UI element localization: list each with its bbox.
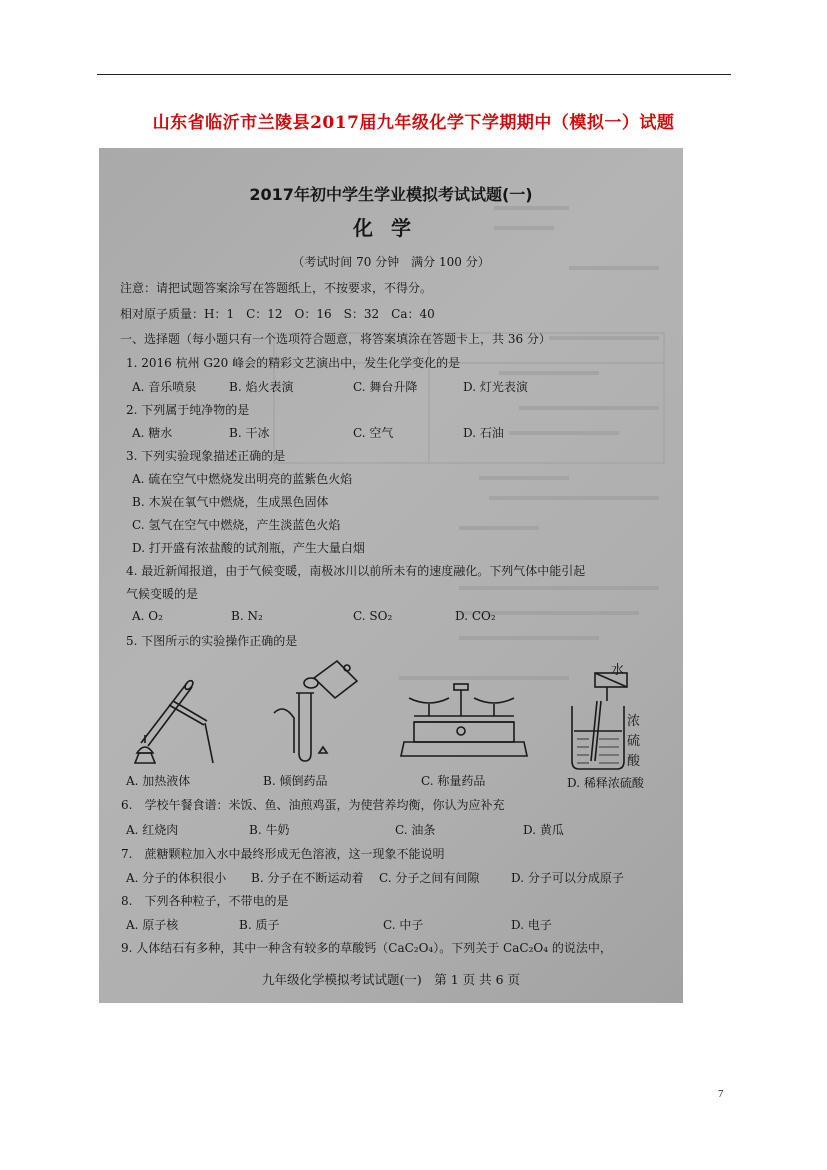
figure-label-conc: 浓 [627, 714, 641, 729]
question-stem: 3. 下列实验现象描述正确的是 [126, 449, 286, 463]
question-stem: 8. 下列各种粒子，不带电的是 [121, 894, 289, 908]
question-stem: 6. 学校午餐食谱：米饭、鱼、油煎鸡蛋，为使营养均衡，你认为应补充 [121, 798, 505, 812]
question-stem: 7. 蔗糖颗粒加入水中最终形成无色溶液，这一现象不能说明 [121, 847, 445, 861]
option: C. 分子之间有间隙 [379, 871, 480, 885]
figure-label-sulfur: 硫 [627, 734, 641, 749]
document-title: 山东省临沂市兰陵县2017届九年级化学下学期期中（模拟一）试题 [152, 113, 675, 133]
notice: 注意：请把试题答案涂写在答题纸上，不按要求，不得分。 [120, 281, 433, 295]
balance-scale-diagram [399, 676, 534, 766]
option: D. 石油 [463, 426, 504, 440]
option: A. O₂ [132, 609, 163, 623]
option: D. CO₂ [455, 609, 496, 623]
atomic-masses: 相对原子质量：H：1 C：12 O：16 S：32 Ca：40 [120, 307, 435, 321]
option: C. 氢气在空气中燃烧，产生淡蓝色火焰 [132, 518, 341, 532]
option: D. 灯光表演 [463, 380, 528, 394]
option: C. 称量药品 [421, 774, 486, 788]
option: D. 电子 [511, 918, 552, 932]
question-stem: 2. 下列属于纯净物的是 [126, 403, 250, 417]
subject-title: 化学 [353, 216, 429, 240]
diluting-acid-diagram [567, 661, 677, 776]
question-stem-continued: 气候变暖的是 [126, 587, 199, 601]
section-one-heading: 一、选择题（每小题只有一个选项符合题意，将答案填涂在答题卡上，共 36 分） [120, 332, 551, 346]
option: A. 原子核 [126, 918, 179, 932]
option: C. SO₂ [353, 609, 393, 623]
option: C. 中子 [383, 918, 424, 932]
figure-label-water: 水 [611, 663, 625, 678]
option: B. N₂ [231, 609, 263, 623]
option: A. 分子的体积很小 [126, 871, 227, 885]
question-stem: 1. 2016 杭州 G20 峰会的精彩文艺演出中，发生化学变化的是 [126, 356, 461, 370]
option: D. 打开盛有浓盐酸的试剂瓶，产生大量白烟 [132, 541, 365, 555]
option: B. 牛奶 [249, 823, 290, 837]
option: A. 加热液体 [126, 774, 191, 788]
option: D. 分子可以分成原子 [511, 871, 624, 885]
pouring-reagent-diagram [259, 653, 369, 768]
option: C. 油条 [395, 823, 436, 837]
header-rule [97, 74, 731, 75]
option: B. 焰火表演 [229, 380, 294, 394]
option: C. 空气 [353, 426, 394, 440]
page-number: 7 [718, 1088, 724, 1100]
option: C. 舞台升降 [353, 380, 418, 394]
heating-liquid-diagram [129, 673, 224, 768]
option: A. 音乐喷泉 [132, 380, 197, 394]
option: D. 稀释浓硫酸 [567, 776, 644, 790]
option: D. 黄瓜 [523, 823, 564, 837]
exam-time-note: （考试时间 70 分钟 满分 100 分） [292, 255, 490, 269]
exam-page-footer: 九年级化学模拟考试试题(一) 第 1 页 共 6 页 [261, 972, 521, 987]
question-stem: 5. 下图所示的实验操作正确的是 [126, 634, 298, 648]
option: A. 红烧肉 [126, 823, 179, 837]
option: B. 干冰 [229, 426, 270, 440]
question-stem: 4. 最近新闻报道，由于气候变暖，南极冰川以前所未有的速度融化。下列气体中能引起 [126, 564, 586, 578]
figure-label-acid: 酸 [627, 754, 641, 769]
option: B. 木炭在氧气中燃烧，生成黑色固体 [132, 495, 329, 509]
exam-title: 2017年初中学生学业模拟考试试题(一) [249, 185, 533, 204]
option: B. 倾倒药品 [263, 774, 328, 788]
question-stem: 9. 人体结石有多种，其中一种含有较多的草酸钙（CaC₂O₄）。下列关于 CaC₂O₄ 的说法中， [121, 941, 612, 955]
option: A. 硫在空气中燃烧发出明亮的蓝紫色火焰 [132, 472, 353, 486]
option: A. 糖水 [132, 426, 173, 440]
exam-photo [99, 148, 683, 1003]
option: B. 质子 [239, 918, 280, 932]
option: B. 分子在不断运动着 [251, 871, 364, 885]
